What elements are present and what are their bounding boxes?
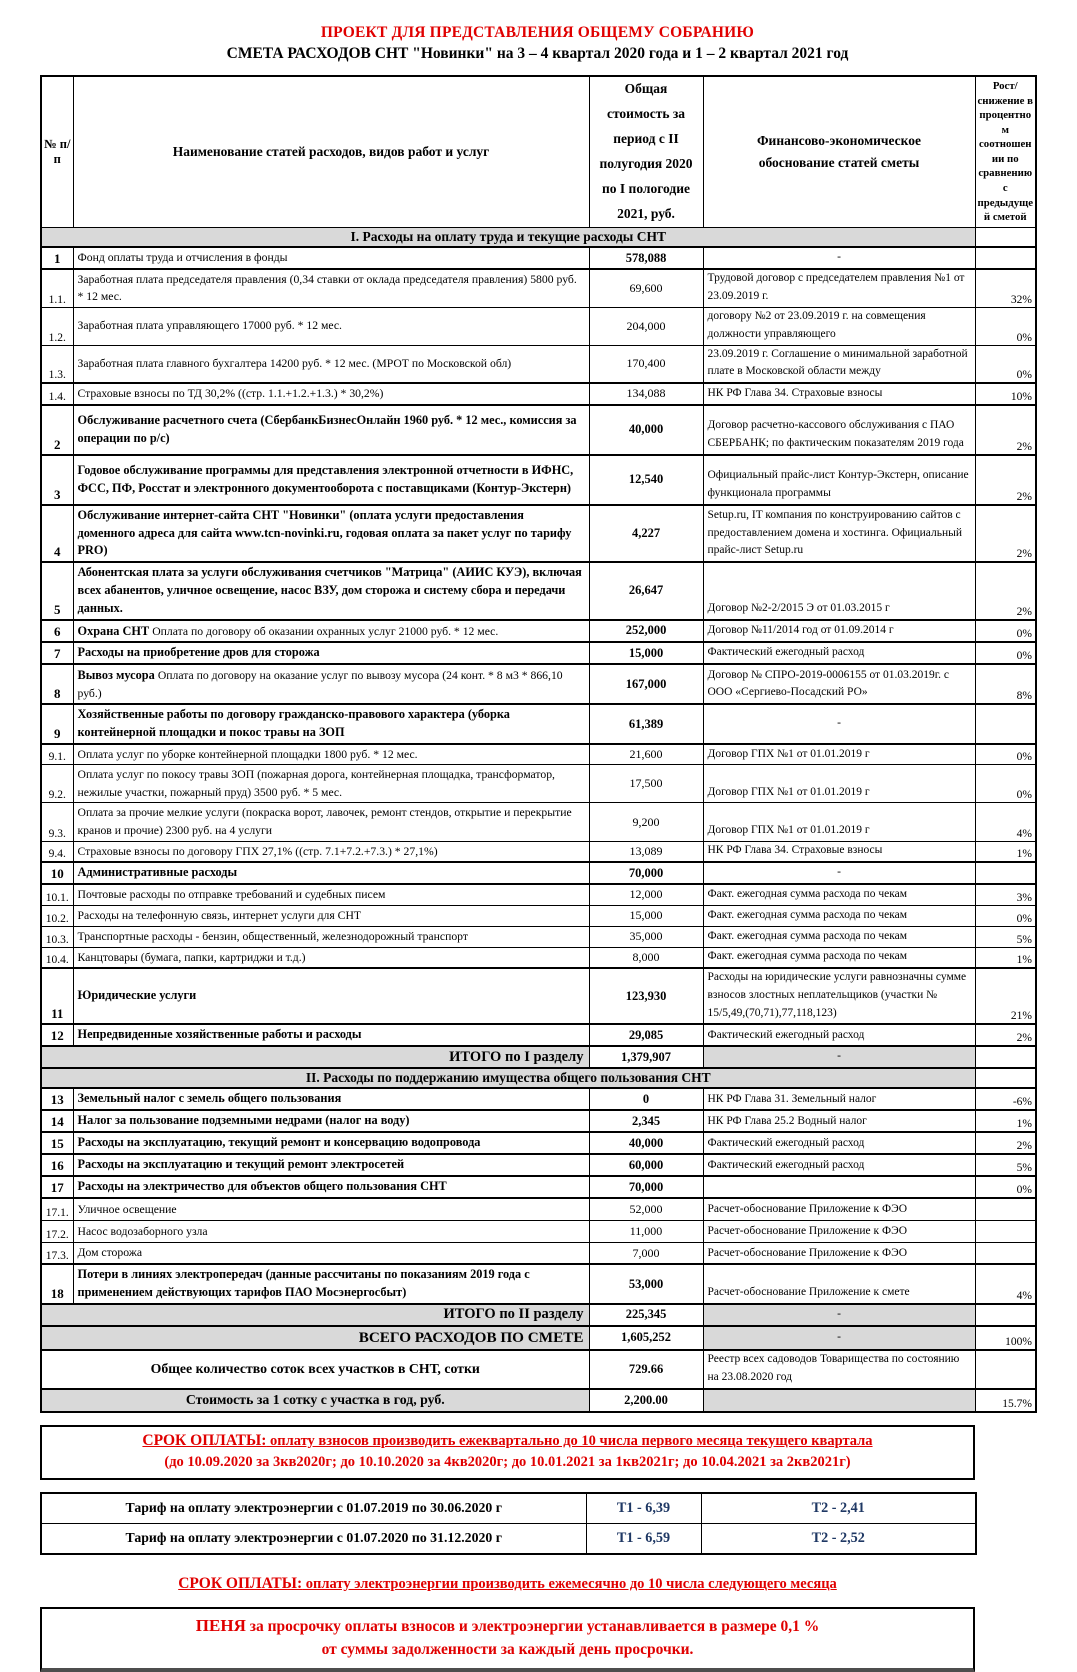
row-number-cell: 17.1. <box>41 1198 73 1220</box>
expense-row <box>41 1024 1036 1046</box>
row-number-cell: 5 <box>41 562 73 619</box>
total-amount-cell: 1,605,252 <box>589 1326 703 1350</box>
row-number-cell: 9.2. <box>41 765 73 803</box>
document-subtitle: СМЕТА РАСХОДОВ СНТ "Новинки" на 3 – 4 квартал 2020 года и 1 – 2 квартал 2021 год <box>226 45 849 62</box>
electricity-payment-terms-line <box>40 1575 975 1593</box>
expense-name-cell: Потери в линиях электропередач (данные рассчитаны по показаниям 2019 года с применением действующих тарифов ПАО Мосэнергосбыт) <box>73 1264 589 1304</box>
expense-name-cell: Почтовые расходы по отправке требований и судебных писем <box>73 884 589 905</box>
expense-row <box>41 803 1036 841</box>
total-row <box>41 1326 1036 1350</box>
expense-amount-cell: 40,000 <box>589 405 703 455</box>
total-amount-cell: 1,379,907 <box>589 1046 703 1068</box>
expense-row <box>41 1088 1036 1110</box>
electricity-payment-terms-label: СРОК ОПЛАТЫ: <box>178 1574 303 1592</box>
expense-row <box>41 642 1036 664</box>
expense-row <box>41 744 1036 765</box>
expense-name-cell: Обслуживание расчетного счета (СбербанкБизнесОнлайн 1960 руб. * 12 мес., комиссия за операции по р/с) <box>73 405 589 455</box>
total-amount-cell: 225,345 <box>589 1304 703 1326</box>
expense-row <box>41 1198 1036 1220</box>
percent-change-cell: 3% <box>975 884 1036 905</box>
expense-amount-cell: 70,000 <box>589 862 703 884</box>
percent-change-cell <box>975 704 1036 744</box>
expense-amount-cell: 578,088 <box>589 247 703 269</box>
expense-name-cell: Абонентская плата за услуги обслуживания счетчиков "Матрица" (АИИС КУЭ), включая всех абанентов, уличное освещение, насос ВЗУ, дом сторожа и систему сбора и передачи данных. <box>73 562 589 619</box>
percent-change-cell: 0% <box>975 765 1036 803</box>
expense-row <box>41 926 1036 947</box>
row-number-cell: 6 <box>41 620 73 643</box>
tariff-t2-value: Т2 - 2,41 <box>701 1493 976 1524</box>
penalty-box <box>40 1607 975 1672</box>
row-number-cell: 10.4. <box>41 947 73 968</box>
total-percent-cell <box>975 1046 1036 1068</box>
tariff-t1-value: Т1 - 6,39 <box>586 1493 701 1524</box>
expense-name-cell: Хозяйственные работы по договору гражданско-правового характера (уборка контейнерной площадки и покос травы на ЗОП <box>73 704 589 744</box>
document-title: ПРОЕКТ ДЛЯ ПРЕДСТАВЛЕНИЯ ОБЩЕМУ СОБРАНИЮ <box>320 24 755 41</box>
section-header-row <box>41 227 1036 247</box>
expense-name-cell: Страховые взносы по ТД 30,2% ((стр. 1.1.+1.2.+1.3.) * 30,2%) <box>73 383 589 405</box>
expense-amount-cell: 52,000 <box>589 1198 703 1220</box>
expense-name-cell: Расходы на телефонную связь, интернет услуги для СНТ <box>73 905 589 926</box>
expense-name-cell: Юридические услуги <box>73 968 589 1024</box>
percent-change-cell: 2% <box>975 1132 1036 1154</box>
expense-row <box>41 704 1036 744</box>
expense-name-cell: Годовое обслуживание программы для представления электронной отчетности в ИФНС, ФСС, ПФ, Росстат и электронного документооборота с поставщиками (Контур-Экстерн) <box>73 455 589 505</box>
penalty-line-2: от суммы задолженности за каждый день просрочки. <box>321 1640 694 1658</box>
percent-change-cell: 2% <box>975 505 1036 562</box>
expense-amount-cell: 7,000 <box>589 1242 703 1264</box>
expense-amount-cell: 12,000 <box>589 884 703 905</box>
total-amount-cell: 2,200.00 <box>589 1389 703 1412</box>
row-number-cell: 13 <box>41 1088 73 1110</box>
total-row <box>41 1304 1036 1326</box>
expense-amount-cell: 252,000 <box>589 620 703 643</box>
expense-row <box>41 968 1036 1024</box>
electricity-payment-terms-text <box>178 1576 837 1592</box>
expense-row <box>41 1132 1036 1154</box>
expense-amount-cell: 70,000 <box>589 1176 703 1198</box>
row-number-cell: 9.3. <box>41 803 73 841</box>
percent-change-cell: 0% <box>975 345 1036 383</box>
expense-name-cell: Дом сторожа <box>73 1242 589 1264</box>
expense-row <box>41 1220 1036 1242</box>
percent-change-cell: 10% <box>975 383 1036 405</box>
justification-cell: Факт. ежегодная сумма расхода по чекам <box>703 884 975 905</box>
justification-cell: Расчет-обоснование Приложение к ФЭО <box>703 1220 975 1242</box>
tariff-row <box>41 1523 976 1554</box>
percent-change-cell: 21% <box>975 968 1036 1024</box>
total-label-cell: Стоимость за 1 сотку с участка в год, руб. <box>41 1389 589 1412</box>
expense-row <box>41 307 1036 345</box>
expense-amount-cell: 61,389 <box>589 704 703 744</box>
row-number-cell: 10.3. <box>41 926 73 947</box>
row-number-cell: 17.3. <box>41 1242 73 1264</box>
justification-cell: Договор ГПХ №1 от 01.01.2019 г <box>703 765 975 803</box>
expense-name-cell: Обслуживание интернет-сайта СНТ "Новинки" (оплата услуги предоставления доменного адреса для сайта www.tcn-novinki.ru, годовая оплата за пакет услуг по тарифу PRO) <box>73 505 589 562</box>
expense-row <box>41 247 1036 269</box>
percent-change-cell: 1% <box>975 1110 1036 1132</box>
expense-row <box>41 562 1036 619</box>
expense-row <box>41 841 1036 862</box>
expense-amount-cell: 13,089 <box>589 841 703 862</box>
expense-name-bold-prefix: Охрана СНТ <box>77 623 153 638</box>
expense-name-cell: Заработная плата главного бухгалтера 14200 руб. * 12 мес. (МРОТ по Московской обл) <box>73 345 589 383</box>
expense-amount-cell: 40,000 <box>589 1132 703 1154</box>
justification-cell: НК РФ Глава 31. Земельный налог <box>703 1088 975 1110</box>
percent-change-cell: 0% <box>975 642 1036 664</box>
tariff-t1-value: Т1 - 6,59 <box>586 1523 701 1554</box>
percent-change-cell: 4% <box>975 1264 1036 1304</box>
justification-cell: Официальный прайс-лист Контур-Экстерн, описание функционала программы <box>703 455 975 505</box>
percent-change-cell <box>975 1242 1036 1264</box>
percent-change-cell <box>975 862 1036 884</box>
row-number-cell: 9.1. <box>41 744 73 765</box>
percent-change-cell: 2% <box>975 562 1036 619</box>
expense-amount-cell: 29,085 <box>589 1024 703 1046</box>
expense-amount-cell: 167,000 <box>589 664 703 704</box>
row-number-cell: 2 <box>41 405 73 455</box>
expense-name-cell: Фонд оплаты труда и отчисления в фонды <box>73 247 589 269</box>
justification-cell: Договор ГПХ №1 от 01.01.2019 г <box>703 744 975 765</box>
expense-name-cell: Вывоз мусора Оплата по договору на оказание услуг по вывозу мусора (24 конт. * 8 м3 * 866,10 руб.) <box>73 664 589 704</box>
expense-row <box>41 455 1036 505</box>
justification-cell: договору №2 от 23.09.2019 г. на совмещения должности управляющего <box>703 307 975 345</box>
tariff-period-label: Тариф на оплату электроэнергии с 01.07.2019 по 30.06.2020 г <box>41 1493 586 1524</box>
percent-change-cell <box>975 247 1036 269</box>
fees-payment-terms-line <box>46 1432 969 1450</box>
expense-row <box>41 1154 1036 1176</box>
percent-change-cell: 0% <box>975 620 1036 643</box>
justification-cell: Фактический ежегодный расход <box>703 1132 975 1154</box>
expense-amount-cell: 9,200 <box>589 803 703 841</box>
row-number-cell: 11 <box>41 968 73 1024</box>
payment-terms-text: оплату взносов производить ежеквартально до 10 числа первого месяца текущего квартала <box>266 1432 873 1449</box>
row-number-cell: 9.4. <box>41 841 73 862</box>
expense-name-cell: Оплата услуг по уборке контейнерной площадки 1800 руб. * 12 мес. <box>73 744 589 765</box>
penalty-line-1 <box>46 1616 969 1636</box>
tariff-table-body <box>41 1493 976 1554</box>
electricity-tariff-table <box>40 1492 977 1555</box>
percent-change-cell: 0% <box>975 307 1036 345</box>
expenses-table <box>40 75 1037 1413</box>
row-number-cell: 10 <box>41 862 73 884</box>
total-justification-cell: - <box>703 1304 975 1326</box>
expense-row <box>41 620 1036 643</box>
expense-amount-cell: 15,000 <box>589 642 703 664</box>
justification-cell: Расчет-обоснование Приложение к ФЭО <box>703 1242 975 1264</box>
justification-cell: 23.09.2019 г. Соглашение о минимальной заработной плате в Московской области между <box>703 345 975 383</box>
col-header-name: Наименование статей расходов, видов работ и услуг <box>73 76 589 227</box>
row-number-cell: 16 <box>41 1154 73 1176</box>
penalty-text: за просрочку оплаты взносов и электроэнергии устанавливается в размере 0,1 % <box>245 1617 820 1635</box>
expense-row <box>41 345 1036 383</box>
expense-amount-cell: 204,000 <box>589 307 703 345</box>
row-number-cell: 18 <box>41 1264 73 1304</box>
expense-name-cell: Непредвиденные хозяйственные работы и расходы <box>73 1024 589 1046</box>
col-header-value: Общая стоимость за период с II полугодия 2020 по I пологодие 2021, руб. <box>589 76 703 227</box>
justification-cell: Расчет-обоснование Приложение к ФЭО <box>703 1198 975 1220</box>
expense-name-cell: Административные расходы <box>73 862 589 884</box>
expense-row <box>41 1110 1036 1132</box>
expense-amount-cell: 4,227 <box>589 505 703 562</box>
justification-cell: - <box>703 862 975 884</box>
total-percent-cell: 15.7% <box>975 1389 1036 1412</box>
section-header-row <box>41 1068 1036 1088</box>
total-label-cell: ИТОГО по I разделу <box>41 1046 589 1068</box>
row-number-cell: 1.3. <box>41 345 73 383</box>
justification-cell: НК РФ Глава 34. Страховые взносы <box>703 841 975 862</box>
percent-change-cell: 2% <box>975 1024 1036 1046</box>
row-number-cell: 10.2. <box>41 905 73 926</box>
percent-change-cell: 5% <box>975 926 1036 947</box>
justification-cell: Расчет-обоснование Приложение к смете <box>703 1264 975 1304</box>
justification-cell: Расходы на юридические услуги равнозначны сумме взносов злостных неплательщиков (участки № 15/5,49,(70,71),77,118,123) <box>703 968 975 1024</box>
table-header-row <box>41 76 1036 227</box>
expense-name-cell: Заработная плата председателя правления (0,34 ставки от оклада председателя правления) 5800 руб. * 12 мес. <box>73 269 589 308</box>
justification-cell: НК РФ Глава 34. Страховые взносы <box>703 383 975 405</box>
total-label-cell: ВСЕГО РАСХОДОВ ПО СМЕТЕ <box>41 1326 589 1350</box>
total-justification-cell <box>703 1389 975 1412</box>
expense-amount-cell: 134,088 <box>589 383 703 405</box>
expense-name-cell: Транспортные расходы - бензин, общественный, железнодорожный транспорт <box>73 926 589 947</box>
expense-row <box>41 905 1036 926</box>
expense-amount-cell: 12,540 <box>589 455 703 505</box>
total-justification-cell: - <box>703 1326 975 1350</box>
expense-row <box>41 765 1036 803</box>
tariff-period-label: Тариф на оплату электроэнергии с 01.07.2020 по 31.12.2020 г <box>41 1523 586 1554</box>
penalty-label: ПЕНЯ <box>195 1615 246 1635</box>
expense-row <box>41 1264 1036 1304</box>
row-number-cell: 7 <box>41 642 73 664</box>
expense-amount-cell: 69,600 <box>589 269 703 308</box>
total-percent-cell <box>975 1350 1036 1389</box>
total-row <box>41 1389 1036 1412</box>
total-percent-cell <box>975 1304 1036 1326</box>
total-amount-cell: 729.66 <box>589 1350 703 1389</box>
row-number-cell: 1.4. <box>41 383 73 405</box>
expense-name-cell: Налог за пользование подземными недрами (налог на воду) <box>73 1110 589 1132</box>
expense-row <box>41 1242 1036 1264</box>
expense-amount-cell: 11,000 <box>589 1220 703 1242</box>
expense-row <box>41 269 1036 308</box>
section-title: II. Расходы по поддержанию имущества общего пользования СНТ <box>41 1068 975 1088</box>
row-number-cell: 1.2. <box>41 307 73 345</box>
expense-name-cell: Канцтовары (бумага, папки, картриджи и т.д.) <box>73 947 589 968</box>
percent-change-cell: -6% <box>975 1088 1036 1110</box>
row-number-cell: 15 <box>41 1132 73 1154</box>
electricity-payment-terms-rest: оплату электроэнергии производить ежемесячно до 10 числа следующего месяца <box>302 1575 837 1592</box>
row-number-cell: 4 <box>41 505 73 562</box>
percent-change-cell: 0% <box>975 744 1036 765</box>
justification-cell: Договор расчетно-кассового обслуживания с ПАО СБЕРБАНК; по фактическим показателям 2019 года <box>703 405 975 455</box>
expense-row <box>41 505 1036 562</box>
expense-amount-cell: 17,500 <box>589 765 703 803</box>
fees-payment-deadlines: (до 10.09.2020 за 3кв2020г; до 10.10.2020 за 4кв2020г; до 10.01.2021 за 1кв2021г; до 10.04.2021 за 2кв2021г) <box>164 1453 851 1470</box>
justification-cell: Факт. ежегодная сумма расхода по чекам <box>703 905 975 926</box>
expense-amount-cell: 15,000 <box>589 905 703 926</box>
expense-amount-cell: 123,930 <box>589 968 703 1024</box>
expense-row <box>41 862 1036 884</box>
expense-amount-cell: 8,000 <box>589 947 703 968</box>
expense-name-cell: Расходы на электричество для объектов общего пользования СНТ <box>73 1176 589 1198</box>
total-row <box>41 1046 1036 1068</box>
justification-cell: Факт. ежегодная сумма расхода по чекам <box>703 926 975 947</box>
row-number-cell: 1.1. <box>41 269 73 308</box>
row-number-cell: 17.2. <box>41 1220 73 1242</box>
percent-change-cell: 8% <box>975 664 1036 704</box>
section-title: I. Расходы на оплату труда и текущие расходы СНТ <box>41 227 975 247</box>
justification-cell: Факт. ежегодная сумма расхода по чекам <box>703 947 975 968</box>
justification-cell: - <box>703 247 975 269</box>
row-number-cell: 17 <box>41 1176 73 1198</box>
expense-amount-cell: 21,600 <box>589 744 703 765</box>
expense-amount-cell: 0 <box>589 1088 703 1110</box>
expense-name-bold-prefix: Вывоз мусора <box>77 668 158 683</box>
expense-amount-cell: 26,647 <box>589 562 703 619</box>
expense-name-cell: Расходы на эксплуатацию и текущий ремонт электросетей <box>73 1154 589 1176</box>
justification-cell: Договор ГПХ №1 от 01.01.2019 г <box>703 803 975 841</box>
row-number-cell: 10.1. <box>41 884 73 905</box>
expense-row <box>41 664 1036 704</box>
percent-change-cell <box>975 1198 1036 1220</box>
justification-cell: Фактический ежегодный расход <box>703 1024 975 1046</box>
expense-row <box>41 947 1036 968</box>
percent-change-cell: 0% <box>975 905 1036 926</box>
tariff-t2-value: Т2 - 2,52 <box>701 1523 976 1554</box>
fees-payment-terms-box <box>40 1425 975 1480</box>
tariff-row <box>41 1493 976 1524</box>
percent-change-cell: 4% <box>975 803 1036 841</box>
percent-change-cell: 2% <box>975 405 1036 455</box>
expense-name-cell: Страховые взносы по договору ГПХ 27,1% ((стр. 7.1+7.2.+7.3.) * 27,1%) <box>73 841 589 862</box>
row-number-cell: 8 <box>41 664 73 704</box>
expenses-table-body <box>41 227 1036 1411</box>
justification-cell: Setup.ru, IT компания по конструированию сайтов с предоставлением домена и хостинга. Официальный прайс-лист Setup.ru <box>703 505 975 562</box>
total-percent-cell: 100% <box>975 1326 1036 1350</box>
expense-name-cell: Земельный налог с земель общего пользования <box>73 1088 589 1110</box>
percent-change-cell: 0% <box>975 1176 1036 1198</box>
expense-name-cell: Оплата услуг по покосу травы ЗОП (пожарная дорога, контейнерная площадка, трансформатор, нежилые участки, пожарный пруд) 3500 руб. * 5 мес. <box>73 765 589 803</box>
payment-terms-label: СРОК ОПЛАТЫ: <box>142 1431 267 1449</box>
justification-cell <box>703 1176 975 1198</box>
section-percent-cell <box>975 227 1036 247</box>
col-header-num: № п/п <box>41 76 73 227</box>
expense-name-cell: Расходы на приобретение дров для сторожа <box>73 642 589 664</box>
expense-row <box>41 1176 1036 1198</box>
expense-amount-cell: 53,000 <box>589 1264 703 1304</box>
section-percent-cell <box>975 1068 1036 1088</box>
row-number-cell: 3 <box>41 455 73 505</box>
total-label-cell: Общее количество соток всех участков в СНТ, сотки <box>41 1350 589 1389</box>
col-header-percent: Рост/снижение в процентном соотношении по сравнению с предыдущей сметой <box>975 76 1036 227</box>
total-justification-cell: - <box>703 1046 975 1068</box>
justification-cell: Фактический ежегодный расход <box>703 1154 975 1176</box>
justification-cell: - <box>703 704 975 744</box>
percent-change-cell: 2% <box>975 455 1036 505</box>
percent-change-cell: 32% <box>975 269 1036 308</box>
expense-row <box>41 405 1036 455</box>
percent-change-cell <box>975 1220 1036 1242</box>
justification-cell: Трудовой договор с председателем правления №1 от 23.09.2019 г. <box>703 269 975 308</box>
total-label-cell: ИТОГО по II разделу <box>41 1304 589 1326</box>
row-number-cell: 1 <box>41 247 73 269</box>
expense-row <box>41 884 1036 905</box>
expense-name-cell: Насос водозаборного узла <box>73 1220 589 1242</box>
expense-name-cell: Расходы на эксплуатацию, текущий ремонт и консервацию водопровода <box>73 1132 589 1154</box>
expense-amount-cell: 170,400 <box>589 345 703 383</box>
expense-amount-cell: 35,000 <box>589 926 703 947</box>
total-row <box>41 1350 1036 1389</box>
row-number-cell: 12 <box>41 1024 73 1046</box>
expense-amount-cell: 60,000 <box>589 1154 703 1176</box>
justification-cell: Фактический ежегодный расход <box>703 642 975 664</box>
row-number-cell: 9 <box>41 704 73 744</box>
percent-change-cell: 1% <box>975 841 1036 862</box>
percent-change-cell: 5% <box>975 1154 1036 1176</box>
col-header-justification: Финансово-экономическое обоснование статей сметы <box>703 76 975 227</box>
justification-cell: НК РФ Глава 25.2 Водный налог <box>703 1110 975 1132</box>
expense-name-cell: Заработная плата управляющего 17000 руб. * 12 мес. <box>73 307 589 345</box>
justification-cell: Договор № СПРО-2019-0006155 от 01.03.2019г. с ООО «Сергиево-Посадский РО» <box>703 664 975 704</box>
expense-name-cell: Уличное освещение <box>73 1198 589 1220</box>
expense-amount-cell: 2,345 <box>589 1110 703 1132</box>
expense-name-cell: Охрана СНТ Оплата по договору об оказании охранных услуг 21000 руб. * 12 мес. <box>73 620 589 643</box>
row-number-cell: 14 <box>41 1110 73 1132</box>
expense-row <box>41 383 1036 405</box>
total-justification-cell: Реестр всех садоводов Товарищества по состоянию на 23.08.2020 год <box>703 1350 975 1389</box>
percent-change-cell: 1% <box>975 947 1036 968</box>
expense-name-cell: Оплата за прочие мелкие услуги (покраска ворот, лавочек, ремонт стендов, открытие и перекрытие кранов и прочие) 2300 руб. на 4 услуги <box>73 803 589 841</box>
justification-cell: Договор №11/2014 год от 01.09.2014 г <box>703 620 975 643</box>
justification-cell: Договор №2-2/2015 Э от 01.03.2015 г <box>703 562 975 619</box>
